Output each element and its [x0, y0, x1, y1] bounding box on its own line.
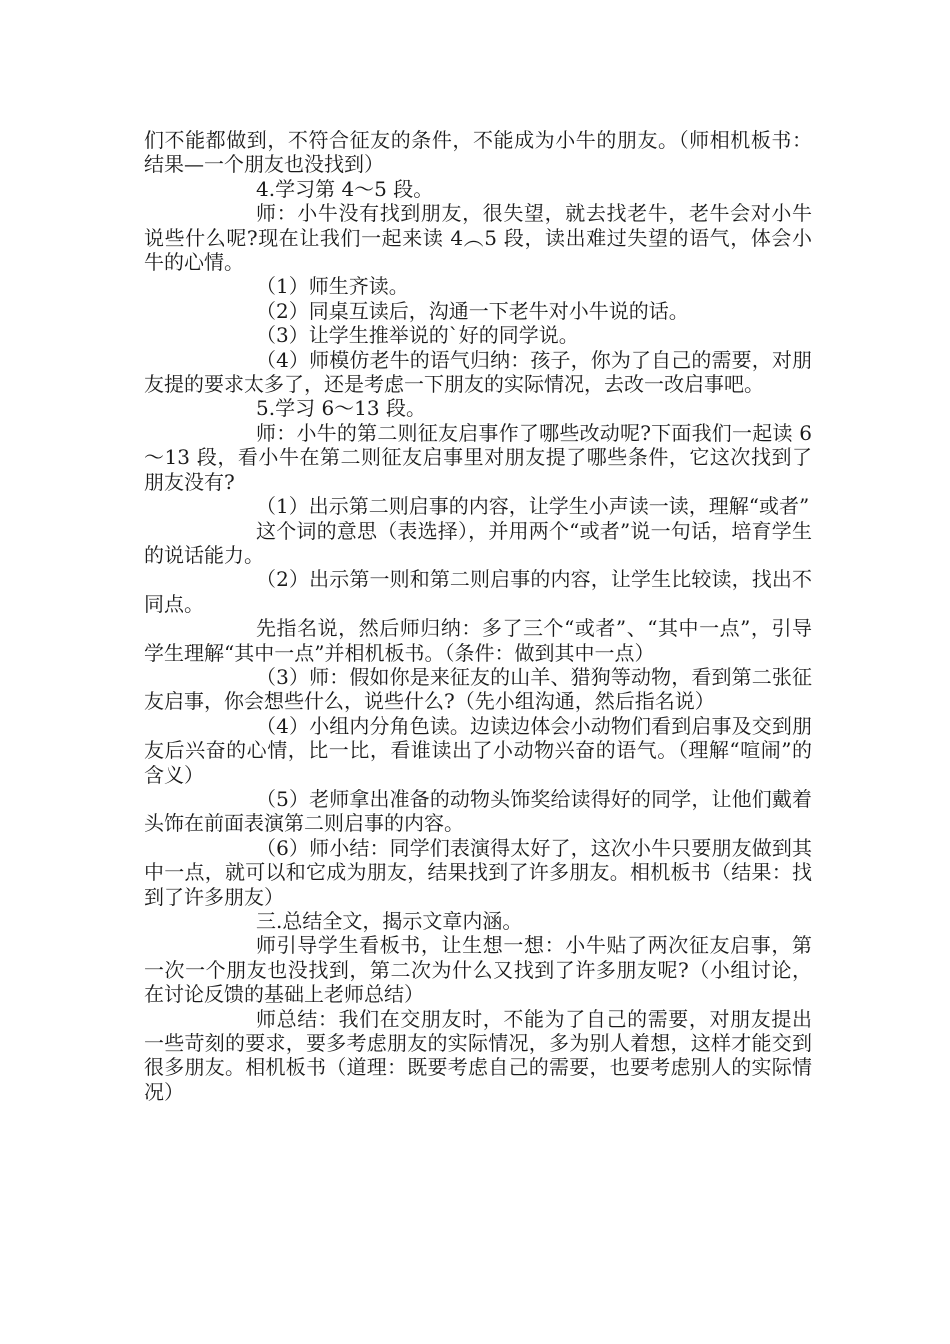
- paragraph-16: （5）老师拿出准备的动物头饰奖给读得好的同学，让他们戴着头饰在前面表演第二则启事的内容。: [144, 786, 812, 836]
- paragraph-10: （1）出示第二则启事的内容，让学生小声读一读，理解“或者”: [256, 494, 810, 519]
- paragraph-12: （2）出示第一则和第二则启事的内容，让学生比较读，找出不同点。: [144, 567, 812, 616]
- paragraph-6: （3）让学生推举说的`好的同学说。: [256, 323, 579, 348]
- paragraph-1: 们不能都做到，不符合征友的条件，不能成为小牛的朋友。（师相机板书：结果—一个朋友也没找到）: [144, 128, 812, 177]
- paragraph-17: （6）师小结：同学们表演得太好了，这次小牛只要朋友做到其中一点，就可以和它成为朋友，结果找到了许多朋友。相机板书（结果：找到了许多朋友）: [144, 835, 812, 909]
- paragraph-11: 这个词的意思（表选择），并用两个“或者”说一句话，培育学生的说话能力。: [144, 518, 812, 567]
- paragraph-15: （4）小组内分角色读。边读边体会小动物们看到启事及交到朋友后兴奋的心情，比一比，看谁读出了小动物兴奋的语气。（理解“喧闹”的含义）: [144, 713, 812, 787]
- paragraph-9: 师：小牛的第二则征友启事作了哪些改动呢?下面我们一起读 6～13 段，看小牛在第二则征友启事里对朋友提了哪些条件，它这次找到了朋友没有?: [144, 420, 812, 494]
- paragraph-13: 先指名说，然后师归纳：多了三个“或者”、“其中一点”，引导学生理解“其中一点”并相机板书。（条件：做到其中一点）: [144, 616, 812, 665]
- paragraph-19: 师引导学生看板书，让生想一想：小牛贴了两次征友启事，第一次一个朋友也没找到，第二次为什么又找到了许多朋友呢?（小组讨论，在讨论反馈的基础上老师总结）: [144, 933, 812, 1007]
- paragraph-2: 4.学习第 4～5 段。: [256, 176, 434, 201]
- paragraph-5: （2）同桌互读后，沟通一下老牛对小牛说的话。: [256, 298, 689, 323]
- paragraph-18: 三.总结全文，揭示文章内涵。: [256, 909, 523, 933]
- paragraph-7: （4）师模仿老牛的语气归纳：孩子，你为了自己的需要，对朋友提的要求太多了，还是考虑一下朋友的实际情况，去改一改启事吧。: [144, 347, 812, 397]
- paragraph-20: 师总结：我们在交朋友时，不能为了自己的需要，对朋友提出一些苛刻的要求，要多考虑朋友的实际情况，多为别人着想，这样才能交到很多朋友。相机板书（道理：既要考虑自己的需要，也要考虑别人的实际情况）: [144, 1006, 812, 1104]
- paragraph-4: （1）师生齐读。: [256, 274, 409, 299]
- paragraph-8: 5.学习 6～13 段。: [256, 396, 426, 421]
- paragraph-3: 师：小牛没有找到朋友，很失望，就去找老牛，老牛会对小牛说些什么呢?现在让我们一起来读 4︵5 段，读出难过失望的语气，体会小牛的心情。: [144, 201, 812, 275]
- paragraph-14: （3）师：假如你是来征友的山羊、猎狗等动物，看到第二张征友启事，你会想些什么，说些什么?（先小组沟通，然后指名说）: [144, 664, 812, 714]
- document-body: [144, 128, 812, 1104]
